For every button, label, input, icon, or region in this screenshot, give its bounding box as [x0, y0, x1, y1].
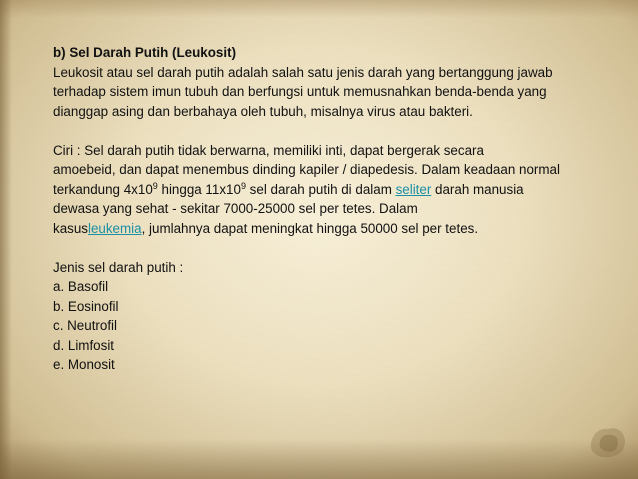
type-item-monosit: e. Monosit [53, 357, 115, 372]
spacer [53, 238, 613, 258]
type-item-neutrofil: c. Neutrofil [53, 318, 117, 333]
link-seliter[interactable]: seliter [395, 181, 432, 197]
paper-bottom-edge [0, 439, 638, 479]
exponent: 9 [152, 180, 158, 191]
ciri-text: darah manusia [431, 181, 524, 197]
ciri-text: kasus [53, 220, 88, 236]
paper-left-edge [0, 0, 12, 479]
paper-top-edge [0, 0, 638, 18]
ciri-line: amoebeid, dan dapat menembus dinding kapiler / diapedesis. Dalam keadaan normal [53, 162, 560, 177]
link-leukemia[interactable]: leukemia [87, 220, 142, 236]
slide-content [53, 43, 613, 375]
intro-line: dianggap asing dan berbahaya oleh tubuh, misalnya virus atau bakteri. [53, 103, 473, 119]
ciri-line: dewasa yang sehat - sekitar 7000-25000 sel per tetes. Dalam [53, 201, 418, 216]
intro-line: Leukosit atau sel darah putih adalah salah satu jenis darah yang bertanggung jawab [53, 64, 553, 80]
intro-line: terhadap sistem imun tubuh dan berfungsi untuk memusnahkan benda-benda yang [53, 84, 547, 99]
type-item-eosinofil: b. Eosinofil [53, 298, 119, 314]
exponent: 9 [240, 180, 246, 191]
ciri-text: , jumlahnya dapat meningkat hingga 50000 sel per tetes. [141, 220, 479, 236]
ciri-text: terkandung 4x10 [53, 181, 153, 197]
ciri-line [53, 219, 613, 239]
section-heading: b) Sel Darah Putih (Leukosit) [53, 45, 237, 60]
ciri-text: hingga 11x10 [157, 181, 241, 197]
type-item-limfosit: d. Limfosit [53, 337, 115, 353]
ciri-line [53, 180, 613, 200]
spacer [53, 121, 613, 141]
ciri-line: Ciri : Sel darah putih tidak berwarna, memiliki inti, dapat bergerak secara [53, 142, 484, 158]
types-title: Jenis sel darah putih : [53, 259, 184, 275]
ciri-text: sel darah putih di dalam [245, 181, 396, 197]
paper-stain-decoration [586, 421, 630, 461]
type-item-basofil: a. Basofil [53, 279, 109, 294]
